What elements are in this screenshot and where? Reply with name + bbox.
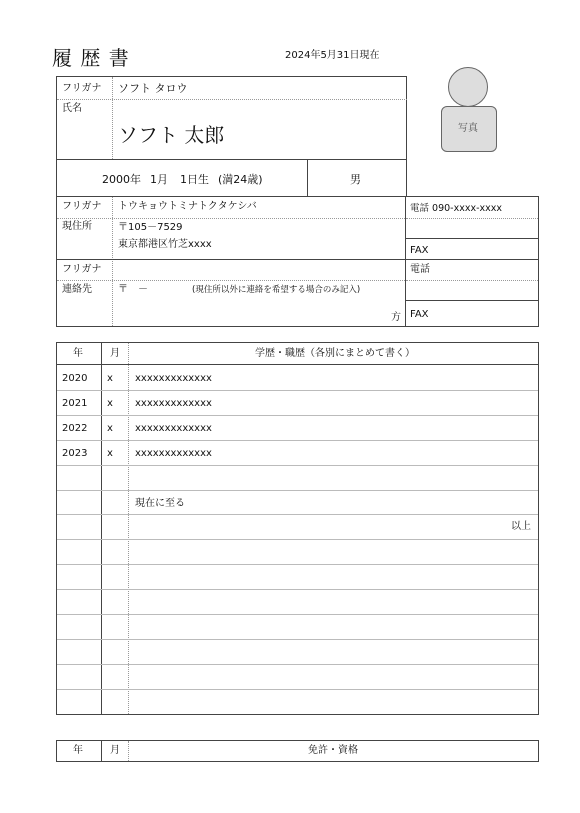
address-phone: 電話 090-xxxx-xxxx — [410, 203, 502, 214]
history-row-content: xxxxxxxxxxxxx — [135, 448, 212, 459]
address-furigana-label: フリガナ — [62, 201, 102, 212]
history-header-month: 月 — [110, 348, 120, 359]
history-row-year: 2021 — [62, 398, 88, 409]
license-header-month: 月 — [110, 745, 120, 756]
license-header-content: 免許・資格 — [308, 745, 358, 756]
birth-year: 2000年 — [102, 173, 141, 186]
history-row-month: x — [107, 423, 113, 434]
history-row-content: xxxxxxxxxxxxx — [135, 398, 212, 409]
age: (満24歳) — [218, 173, 263, 186]
document-date: 2024年5月31日現在 — [285, 50, 380, 61]
history-header-content: 学歴・職歴（各別にまとめて書く） — [255, 348, 415, 359]
history-row-content: 現在に至る — [135, 498, 185, 509]
contact-furigana-label: フリガナ — [62, 264, 102, 275]
birth-day: 1日生 — [180, 173, 209, 186]
birth-month: 1月 — [150, 173, 168, 186]
history-row-month: x — [107, 398, 113, 409]
contact-suffix: 方 — [391, 312, 401, 323]
address-label: 現住所 — [62, 221, 92, 232]
address-fax-label: FAX — [410, 245, 429, 256]
gender: 男 — [350, 173, 361, 186]
history-row-year: 2023 — [62, 448, 88, 459]
contact-postal: 〒 － — [118, 284, 148, 295]
address-furigana-value: トウキョウトミナトクタケシバ — [118, 201, 257, 212]
address-block — [56, 196, 539, 327]
contact-note: (現住所以外に連絡を希望する場合のみ記入) — [192, 285, 361, 295]
name-furigana-label: フリガナ — [62, 83, 102, 94]
address-value: 東京都港区竹芝xxxx — [118, 239, 212, 250]
history-row-month: x — [107, 373, 113, 384]
photo-label: 写真 — [458, 123, 478, 134]
name-value: ソフト 太郎 — [118, 123, 225, 147]
name-label: 氏名 — [62, 103, 82, 114]
contact-fax-label: FAX — [410, 309, 429, 320]
history-row-content: xxxxxxxxxxxxx — [135, 373, 212, 384]
address-postal: 〒105－7529 — [118, 222, 183, 233]
contact-phone-label: 電話 — [410, 264, 430, 275]
page-title: 履 歴 書 — [52, 46, 130, 70]
name-furigana-value: ソフト タロウ — [118, 82, 188, 95]
history-header-year: 年 — [73, 348, 83, 359]
license-header-year: 年 — [73, 745, 83, 756]
history-row-month: x — [107, 448, 113, 459]
history-row-content: xxxxxxxxxxxxx — [135, 423, 212, 434]
contact-label: 連絡先 — [62, 284, 92, 295]
photo-placeholder — [439, 67, 497, 152]
history-row-year: 2022 — [62, 423, 88, 434]
photo-head-icon — [448, 67, 488, 107]
history-row-year: 2020 — [62, 373, 88, 384]
history-end-mark: 以上 — [511, 521, 531, 532]
